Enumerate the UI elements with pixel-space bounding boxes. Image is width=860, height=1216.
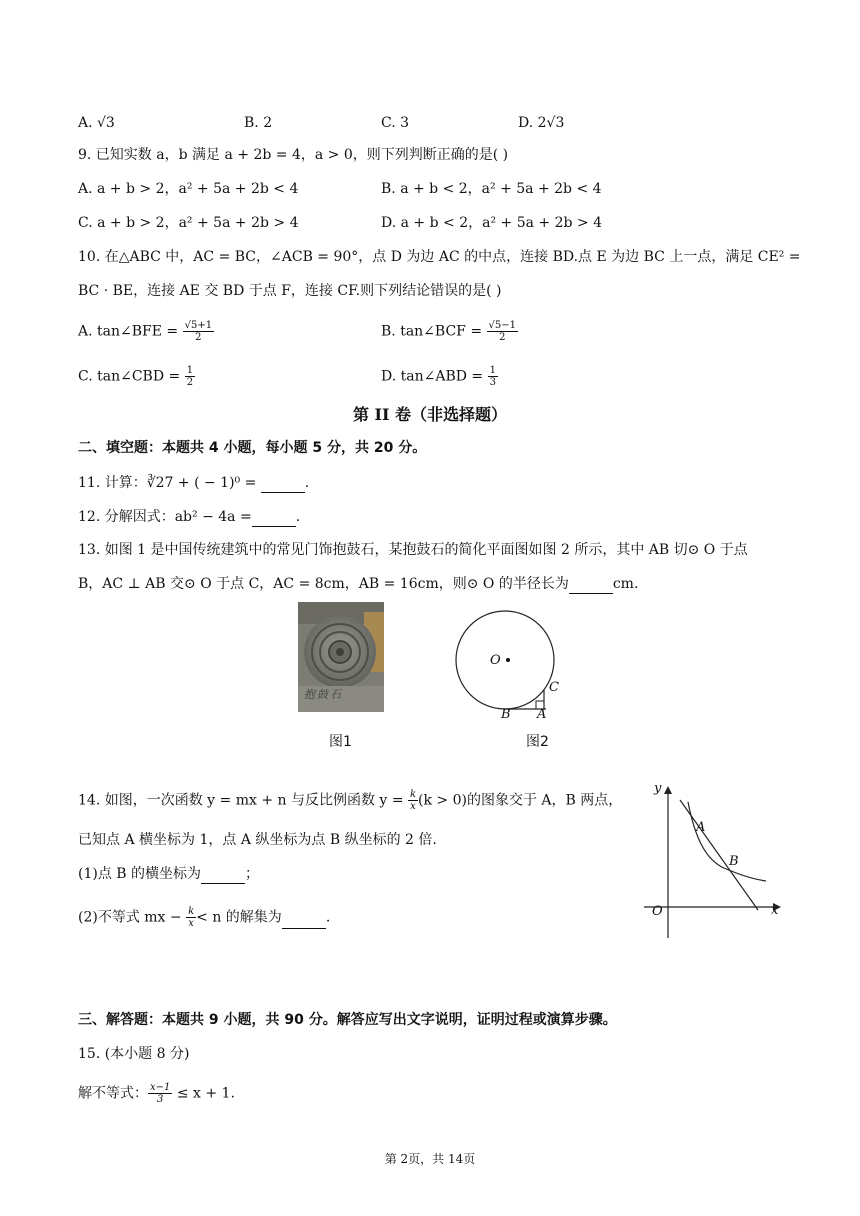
q13-unit: cm.	[612, 576, 639, 592]
q9-option-c: C. a + b > 2，a² + 5a + 2b > 4	[78, 215, 299, 231]
q10-option-a	[78, 320, 214, 343]
q12	[78, 507, 300, 527]
fraction-denominator: x	[188, 918, 194, 929]
y-axis-arrow	[664, 786, 672, 794]
q15-fraction	[148, 1082, 172, 1105]
label-c: C	[549, 680, 559, 695]
q10-stem-line1: 10. 在△ABC 中，AC = BC，∠ACB = 90°，点 D 为边 AC 的中点，连接 BD.点 E 为边 BC 上一点，满足 CE² =	[78, 249, 801, 265]
center-point-o	[506, 658, 510, 662]
q10-option-c	[78, 365, 195, 388]
q8-option-b: B. 2	[244, 115, 273, 131]
q14-sub1	[78, 864, 259, 884]
fraction-numerator: √5+1	[184, 320, 213, 331]
q11-answer-blank[interactable]	[261, 478, 305, 493]
fraction-denominator: x	[410, 801, 416, 812]
q9-stem: 9. 已知实数 a，b 满足 a + 2b = 4，a > 0，则下列判断正确的是( )	[78, 147, 509, 163]
q15-heading: 15. (本小题 8 分)	[78, 1046, 190, 1062]
q13-line1: 13. 如图 1 是中国传统建筑中的常见门饰抱鼓石，某抱鼓石的简化平面图如图 2 所示，其中 AB 切⊙ O 于点	[78, 542, 748, 558]
figure2-caption: 图2	[526, 734, 549, 750]
q10-option-d	[381, 365, 498, 388]
linear-function-line	[680, 800, 758, 910]
fraction-numerator: k	[409, 789, 417, 800]
q10-option-c-text: C. tan∠CBD =	[78, 368, 185, 385]
graph-label-b: B	[729, 854, 739, 869]
graph-label-x: x	[771, 903, 779, 918]
q9-option-a: A. a + b > 2，a² + 5a + 2b < 4	[78, 181, 299, 197]
figure2-circle-diagram	[448, 604, 568, 726]
fraction-numerator: √5−1	[488, 320, 516, 331]
q11-text: 11. 计算：∛27 + ( − 1)⁰ =	[78, 475, 261, 491]
q10-option-d-text: D. tan∠ABD =	[381, 368, 488, 385]
fraction-numerator: 1	[186, 365, 194, 376]
q10-option-b	[381, 320, 518, 343]
q8-option-a: A. √3	[78, 115, 115, 131]
q10-option-b-fraction	[487, 320, 518, 343]
q9-option-d: D. a + b < 2，a² + 5a + 2b > 4	[381, 215, 602, 231]
graph-label-a: A	[696, 820, 706, 835]
fraction-numerator: 1	[489, 365, 496, 376]
q14-sub1-answer-blank[interactable]	[201, 869, 245, 884]
q9-option-b: B. a + b < 2，a² + 5a + 2b < 4	[381, 181, 602, 197]
q8-option-d: D. 2√3	[518, 115, 565, 131]
q10-option-c-fraction	[185, 365, 195, 388]
label-a: A	[537, 707, 547, 722]
q14-line1-text: 14. 如图，一次函数 y = mx + n 与反比例函数 y =	[78, 792, 408, 809]
fraction-numerator: x−1	[150, 1082, 171, 1093]
fraction-denominator: 3	[157, 1094, 164, 1105]
stone-inscription: 抱鼓石	[304, 688, 343, 701]
fraction-numerator: k	[188, 906, 195, 917]
circle-o	[456, 611, 554, 709]
q10-option-d-fraction	[488, 365, 498, 388]
q14-sub2-end: .	[325, 909, 331, 926]
q13-answer-blank[interactable]	[569, 579, 613, 594]
q12-text: 12. 分解因式：ab² − 4a =	[78, 509, 252, 525]
q14-line2: 已知点 A 横坐标为 1，点 A 纵坐标为点 B 纵坐标的 2 倍.	[78, 832, 437, 848]
q11-end: .	[304, 475, 310, 491]
q14-sub2	[78, 906, 330, 929]
fraction-denominator: 2	[499, 332, 506, 343]
part2-title: 第 II 卷（非选择题）	[352, 405, 508, 424]
q14-sub2-middle: < n 的解集为	[196, 909, 282, 926]
figure1-caption: 图1	[329, 734, 352, 750]
q12-end: .	[295, 509, 301, 525]
hyperbola-curve	[688, 802, 766, 881]
q14-line1-end: (k > 0)的图象交于 A，B 两点，	[418, 792, 623, 809]
q10-option-a-text: A. tan∠BFE =	[78, 323, 183, 340]
fraction-denominator: 3	[489, 377, 496, 388]
figure1-stone-photo	[298, 602, 384, 712]
q14-line1	[78, 789, 622, 812]
q14-sub1-end: ；	[245, 866, 260, 882]
q15-text: 解不等式：	[78, 1085, 148, 1102]
q10-option-a-fraction	[183, 320, 214, 343]
page-footer: 第 2页，共 14页	[384, 1152, 476, 1166]
label-o: O	[490, 653, 501, 668]
q14-sub1-text: (1)点 B 的横坐标为	[78, 866, 202, 882]
q10-stem-line2: BC · BE，连接 AE 交 BD 于点 F，连接 CF.则下列结论错误的是( )	[78, 283, 502, 299]
q12-answer-blank[interactable]	[252, 512, 296, 527]
graph-label-origin: O	[652, 904, 663, 919]
q8-option-c: C. 3	[381, 115, 410, 131]
fraction-denominator: 2	[195, 332, 202, 343]
q10-option-b-text: B. tan∠BCF =	[381, 323, 487, 340]
q15-inequality-end: ≤ x + 1.	[172, 1085, 235, 1102]
q11	[78, 473, 309, 493]
q13-line2	[78, 574, 638, 594]
q14-sub2-text: (2)不等式 mx −	[78, 909, 187, 926]
q13-line2-text: B，AC ⊥ AB 交⊙ O 于点 C，AC = 8cm，AB = 16cm，则⊙ O 的半径长为	[78, 576, 569, 592]
section2-heading: 二、填空题：本题共 4 小题，每小题 5 分，共 20 分。	[78, 440, 427, 456]
label-b: B	[501, 707, 511, 722]
graph-label-y: y	[654, 781, 662, 796]
q14-function-graph	[640, 778, 786, 940]
q14-k-over-x	[408, 789, 418, 812]
q14-sub2-fraction	[186, 906, 196, 929]
q14-sub2-answer-blank[interactable]	[282, 914, 326, 929]
section3-heading: 三、解答题：本题共 9 小题，共 90 分。解答应写出文字说明，证明过程或演算步骤。	[78, 1012, 617, 1028]
q15-problem	[78, 1082, 235, 1105]
fraction-denominator: 2	[186, 377, 194, 388]
